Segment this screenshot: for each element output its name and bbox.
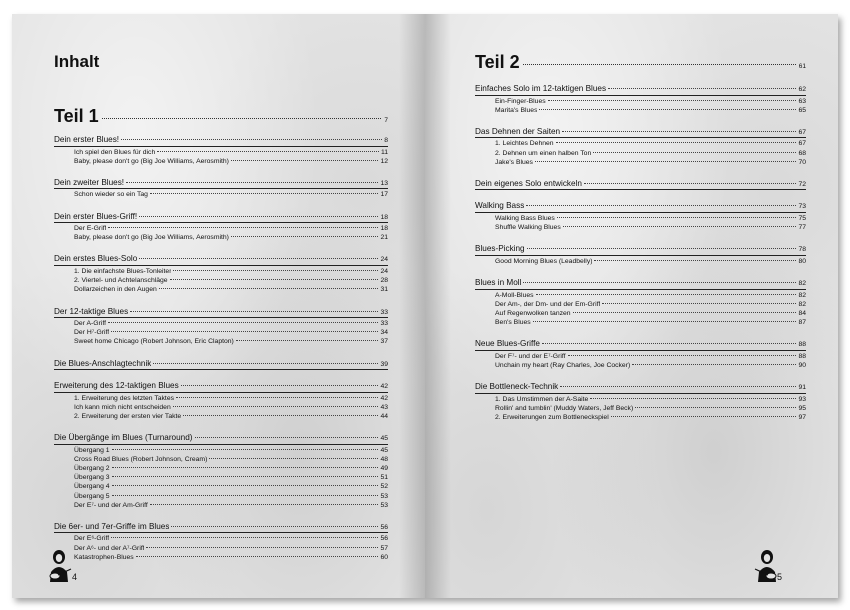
toc-section-heading[interactable] [54,358,388,370]
toc-entry[interactable] [54,446,388,455]
section-rule [54,532,388,533]
entry-label: A-Moll-Blues [495,291,534,299]
toc-entry[interactable] [54,285,388,294]
section-gap [54,295,388,306]
toc-section-heading[interactable] [475,381,806,393]
section-gap [54,371,388,380]
toc-section [54,521,388,562]
entry-label: 1. Erweiterung des letzten Taktes [74,394,174,402]
entry-label: Rollin' and tumblin' (Muddy Waters, Jeff Beck) [495,404,634,412]
toc-entry[interactable] [54,337,388,346]
toc-entry[interactable] [54,403,388,412]
page-ref: 37 [380,338,388,346]
section-gap [475,232,806,243]
dot-leader [139,216,378,217]
dot-leader [632,364,796,365]
section-rule [475,212,806,213]
toc-entry[interactable] [54,464,388,473]
entry-label: Baby, please don't go (Big Joe Williams, Aerosmith) [74,157,229,165]
dot-leader [176,397,378,398]
toc-entry[interactable] [54,412,388,421]
section-rule [475,350,806,351]
toc-entry[interactable] [54,148,388,157]
entry-label: Shuffle Walking Blues [495,224,561,232]
entry-label: Übergang 4 [74,483,110,491]
page-ref: 84 [798,309,806,317]
dot-leader [523,64,796,65]
page-ref: 78 [798,246,806,254]
page-ref: 72 [798,180,806,188]
entry-label: Baby, please don't go (Big Joe Williams, Aerosmith) [74,234,229,242]
page-ref: 90 [798,361,806,369]
toc-entry[interactable] [54,233,388,242]
page-ref: 33 [380,320,388,327]
section-rule [54,392,388,393]
page-ref: 18 [380,213,388,221]
dot-leader [195,437,379,438]
toc-section [54,253,388,294]
entry-label: 2. Dehnen um einen halben Ton [495,149,592,157]
page-ref: 80 [798,257,806,265]
section-gap [54,510,388,521]
page-ref: 95 [798,404,806,412]
section-rule [475,137,806,138]
toc-section-heading[interactable] [475,338,806,350]
entry-label: Schon wieder so ein Tag [74,191,148,199]
page-ref: 88 [798,341,806,349]
dot-leader [568,355,797,356]
section-gap [54,242,388,253]
toc-section-heading[interactable] [475,277,806,289]
toc-entry[interactable] [54,455,388,464]
toc-section [54,306,388,347]
dot-leader [527,248,797,249]
page-ref: 24 [380,267,388,275]
toc-entry[interactable] [54,553,388,562]
section-title: Walking Bass [475,201,525,211]
toc-entry[interactable] [475,395,806,404]
toc-entry[interactable] [54,534,388,543]
entry-label: 1. Das Umstimmen der A-Saite [495,395,589,403]
dot-leader [209,458,378,459]
dot-leader [523,282,796,283]
dot-leader [635,407,796,408]
section-rule [475,189,806,190]
toc-entry[interactable] [475,413,806,422]
toc-entry[interactable] [475,223,806,232]
entry-label: Auf Regenwolken tanzen [495,309,571,317]
toc-entry[interactable] [475,106,806,115]
dot-leader [535,161,796,162]
dot-leader [171,526,378,527]
toc-section [54,432,388,510]
section-title: Erweiterung des 12-taktigen Blues [54,381,179,391]
entry-label: Katastrophen-Blues [74,553,134,561]
dot-leader [573,312,797,313]
toc-section [475,83,806,115]
dot-leader [563,226,797,227]
entry-label: 2. Viertel- und Achtelanschläge [74,277,168,285]
toc-section-heading[interactable] [475,178,806,190]
entry-label: Ben's Blues [495,319,531,327]
toc-section-heading[interactable] [54,432,388,444]
page-ref: 88 [798,352,806,360]
entry-label: Cross Road Blues (Robert Johnson, Cream) [74,455,208,463]
dot-leader [526,205,796,206]
dot-leader [183,415,378,416]
dot-leader [181,385,379,386]
page-ref: 45 [380,446,388,454]
toc-sections-left [54,134,388,562]
teil-page: 7 [384,117,388,124]
dot-leader [126,182,378,183]
entry-label: Der F⁷- und der E⁷-Griff [495,352,566,360]
toc-section [475,381,806,422]
toc-section-heading[interactable] [54,380,388,392]
page-ref: 49 [380,465,388,472]
section-title: Dein erster Blues-Griff! [54,211,138,221]
page-ref: 60 [380,553,388,561]
entry-label: Jake's Blues [495,158,533,166]
section-rule [475,95,806,96]
entry-label: Walking Bass Blues [495,214,555,222]
entry-label: Ich spiel den Blues für dich [74,148,156,156]
page-ref: 28 [380,277,388,285]
toc-entry[interactable] [475,352,806,361]
page-ref: 70 [798,158,806,166]
toc-sections-right [475,83,806,422]
entry-label: Übergang 2 [74,465,110,472]
toc-entry[interactable] [54,267,388,276]
section-title: Dein zweiter Blues! [54,177,125,187]
section-rule [54,222,388,223]
toc-entry[interactable] [54,492,388,501]
section-title: Die Bottleneck-Technik [475,382,559,392]
page-ref: 44 [380,412,388,420]
toc-section [54,380,388,421]
entry-label: Der Am-, der Dm- und der Em-Griff [495,300,601,308]
section-gap [54,421,388,432]
toc-entry[interactable] [475,318,806,327]
teil-1-heading[interactable] [54,106,388,127]
page-ref: 34 [380,329,388,337]
teil-label: Teil 2 [475,52,520,72]
page-number: 4 [72,572,78,582]
page-ref: 57 [380,544,388,552]
section-title: Das Dehnen der Saiten [475,126,561,136]
page-ref: 11 [380,148,388,156]
toc-entry[interactable] [54,394,388,403]
toc-entry[interactable] [54,473,388,482]
teil-label: Teil 1 [54,106,99,126]
page-ref: 33 [380,308,388,316]
guitarist-logo-icon [46,548,72,584]
toc-section [54,134,388,166]
dot-leader [536,294,797,295]
toc-entry[interactable] [475,404,806,413]
section-title: Die 6er- und 7er-Griffe im Blues [54,521,170,531]
section-title: Neue Blues-Griffe [475,339,540,349]
toc-section [475,200,806,232]
toc-section [54,358,388,371]
dot-leader [112,449,379,450]
entry-label: 2. Erweiterung der ersten vier Takte [74,412,182,420]
section-rule [54,444,388,445]
toc-entry[interactable] [54,157,388,166]
page-ref: 91 [798,384,806,392]
toc-entry[interactable] [54,190,388,199]
section-gap [475,266,806,277]
dot-leader [584,183,796,184]
page-ref: 56 [380,523,388,531]
toc-entry[interactable] [54,276,388,285]
toc-section-heading[interactable] [54,253,388,265]
toc-section-heading[interactable] [475,243,806,255]
left-page [12,14,425,598]
page-ref: 87 [798,319,806,327]
page-ref: 42 [380,394,388,402]
entry-label: Unchain my heart (Ray Charles, Joe Cocker) [495,361,631,369]
section-gap [475,370,806,381]
toc-entry[interactable] [475,291,806,300]
section-title: Dein erstes Blues-Solo [54,254,138,264]
dot-leader [112,485,379,486]
dot-leader [602,303,796,304]
page-ref: 8 [384,137,388,144]
page-ref: 93 [798,395,806,403]
entry-label: Der E⁷- und der Am-Griff [74,501,148,509]
dot-leader [548,100,797,101]
dot-leader [139,258,378,259]
toc-section-heading[interactable] [54,134,388,146]
toc-entry[interactable] [475,300,806,309]
page-ref: 48 [380,455,388,463]
toc-entry[interactable] [475,158,806,167]
toc-section-heading[interactable] [475,126,806,138]
page-ref: 68 [798,149,806,157]
section-title: Der 12-taktige Blues [54,306,129,316]
dot-leader [533,321,797,322]
page-ref: 17 [380,191,388,199]
dot-leader [562,131,796,132]
dot-leader [170,279,379,280]
page-ref: 62 [798,86,806,93]
dot-leader [102,118,382,119]
toc-section-heading[interactable] [475,200,806,212]
page-ref: 82 [798,291,806,299]
dot-leader [556,142,797,143]
dot-leader [231,236,379,237]
toc-section [475,277,806,327]
toc-entry[interactable] [54,501,388,510]
dot-leader [108,227,378,228]
dot-leader [153,363,378,364]
section-rule [54,369,388,370]
section-title: Blues-Picking [475,244,525,254]
dot-leader [108,322,378,323]
toc-entry[interactable] [475,149,806,158]
dot-leader [111,537,378,538]
section-rule [475,255,806,256]
section-gap [475,167,806,178]
page-ref: 21 [380,234,388,242]
page-ref: 67 [798,140,806,148]
entry-label: Übergang 3 [74,474,110,482]
dot-leader [590,398,796,399]
page-ref: 73 [798,203,806,211]
toc-section-heading[interactable] [54,177,388,189]
entry-label: Dollarzeichen in den Augen [74,286,157,294]
dot-leader [112,467,379,468]
page-ref: 97 [798,414,806,421]
section-rule [54,146,388,147]
page-ref: 42 [380,383,388,391]
toc-entry[interactable] [54,328,388,337]
page-ref: 24 [380,256,388,264]
dot-leader [611,416,797,417]
dot-leader [146,547,378,548]
section-rule [475,289,806,290]
toc-section [475,178,806,191]
section-gap [475,115,806,126]
entry-label: Marita's Blues [495,106,538,114]
page-ref: 67 [798,128,806,136]
entry-label: Good Morning Blues (Leadbelly) [495,257,593,265]
section-title: Dein erster Blues! [54,135,120,144]
entry-label: Übergang 5 [74,492,110,500]
entry-label: Sweet home Chicago (Robert Johnson, Eric Clapton) [74,338,234,346]
dot-leader [557,217,797,218]
dot-leader [112,476,379,477]
page-ref: 39 [380,360,388,368]
entry-label: 1. Die einfachste Blues-Tonleiter [74,267,172,275]
dot-leader [231,160,379,161]
toc-entry[interactable] [475,97,806,106]
dot-leader [608,88,796,89]
page-ref: 65 [798,106,806,114]
section-title: Blues in Moll [475,278,522,287]
dot-leader [173,406,379,407]
section-gap [54,166,388,177]
page-ref: 82 [798,280,806,287]
dot-leader [112,495,379,496]
section-title: Dein eigenes Solo entwickeln [475,178,582,188]
section-title: Die Übergänge im Blues (Turnaround) [54,433,193,443]
toc-entry[interactable] [475,139,806,148]
section-rule [54,317,388,318]
entry-label: 2. Erweiterungen zum Bottleneckspiel [495,414,609,421]
toc-section-heading[interactable] [475,83,806,95]
page-ref: 77 [798,224,806,232]
toc-entry[interactable] [54,544,388,553]
page-ref: 52 [380,483,388,491]
dot-leader [157,151,379,152]
toc-entry[interactable] [475,257,806,266]
page-ref: 18 [380,225,388,233]
toc-entry[interactable] [54,482,388,491]
dot-leader [560,386,796,387]
page-title: Inhalt [54,52,100,71]
dot-leader [136,556,379,557]
page-ref: 53 [380,492,388,500]
entry-label: Ich kann mich nicht entscheiden [74,403,171,411]
section-gap [475,191,806,200]
page-ref: 82 [798,300,806,308]
dot-leader [111,331,378,332]
page-ref: 53 [380,501,388,509]
section-title: Einfaches Solo im 12-taktigen Blues [475,84,607,93]
dot-leader [236,340,379,341]
teil-page: 61 [798,63,806,70]
page-ref: 75 [798,214,806,222]
entry-label: Übergang 1 [74,446,110,454]
toc-section-heading[interactable] [54,306,388,318]
toc-entry[interactable] [475,214,806,223]
page-ref: 56 [380,535,388,543]
teil-2-heading[interactable] [475,52,806,73]
page-number: 5 [776,572,782,582]
section-title: Die Blues-Anschlagtechnik [54,358,152,368]
section-rule [475,393,806,394]
page-ref: 51 [380,474,388,482]
section-gap [475,327,806,338]
toc-section [475,338,806,370]
toc-section [54,211,388,243]
dot-leader [173,270,378,271]
dot-leader [542,343,797,344]
entry-label: Der H⁷-Griff [74,329,110,337]
dot-leader [150,504,379,505]
page-ref: 45 [380,435,388,443]
page-ref: 43 [380,403,388,411]
toc-entry[interactable] [54,319,388,328]
page-ref: 63 [798,97,806,105]
section-rule [54,265,388,266]
dot-leader [539,109,796,110]
dot-leader [121,139,382,140]
dot-leader [150,193,379,194]
entry-label: Ein-Finger-Blues [495,97,546,105]
dot-leader [594,260,796,261]
entry-label: 1. Leichtes Dehnen [495,140,554,148]
entry-label: Der E⁶-Griff [74,535,110,543]
entry-label: Der A-Griff [74,320,106,327]
dot-leader [593,152,796,153]
toc-section-heading[interactable] [54,521,388,533]
dot-leader [159,288,379,289]
toc-entry[interactable] [475,309,806,318]
section-rule [54,188,388,189]
page-ref: 12 [380,157,388,165]
book-spread [12,14,838,598]
right-page [425,14,838,598]
section-gap [54,347,388,358]
entry-label: Der A⁶- und der A⁷-Griff [74,544,145,552]
dot-leader [130,311,378,312]
toc-section-heading[interactable] [54,211,388,223]
toc-entry[interactable] [54,224,388,233]
section-gap [54,200,388,211]
toc-entry[interactable] [475,361,806,370]
page-ref: 31 [380,286,388,294]
entry-label: Der E-Griff [74,225,107,233]
page-ref: 13 [380,179,388,187]
toc-section [475,243,806,266]
toc-section [54,177,388,200]
toc-section [475,126,806,167]
